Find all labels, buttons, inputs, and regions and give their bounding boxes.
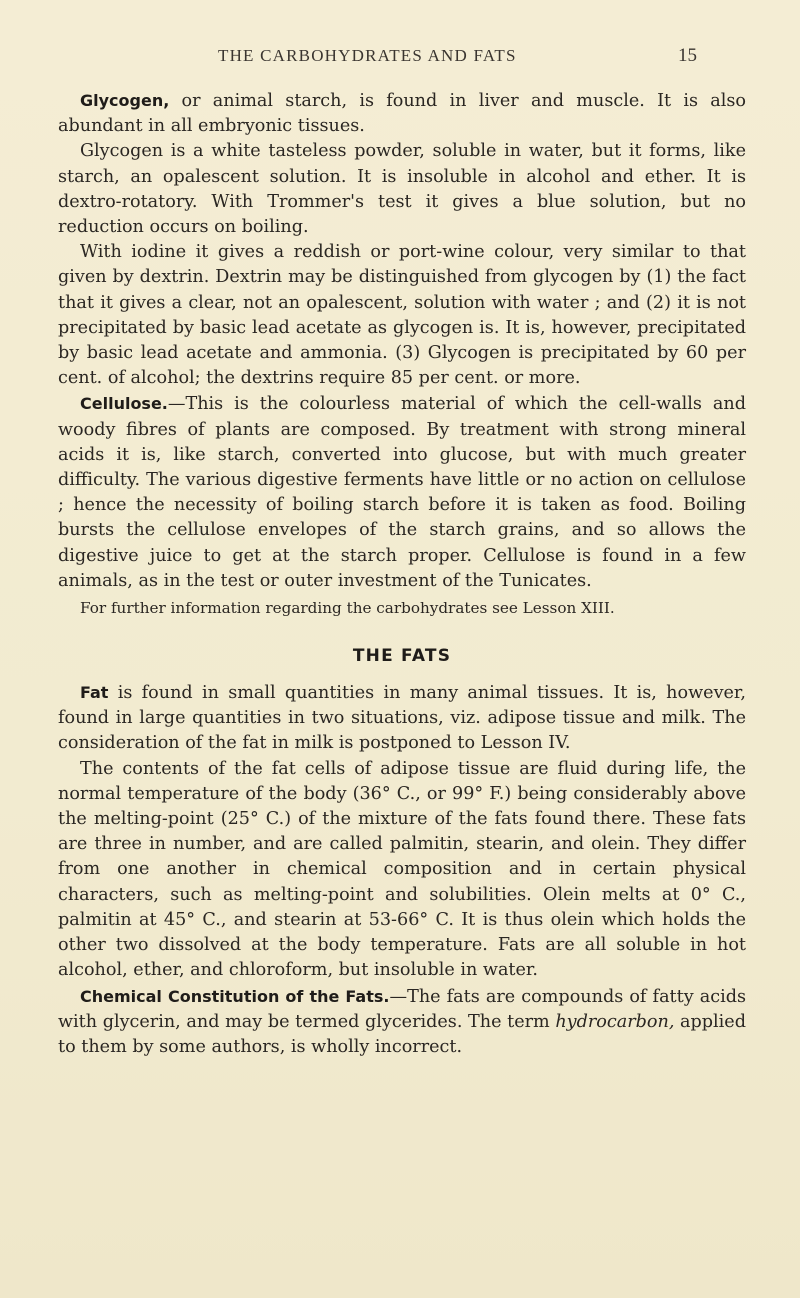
hydrocarbon-italic: hydrocarbon, xyxy=(555,1011,675,1032)
chemical-constitution-term: Chemical Constitution of the Fats. xyxy=(80,986,390,1006)
cellulose-term: Cellulose. xyxy=(80,394,168,414)
glycogen-paragraph-1 xyxy=(58,88,746,139)
glycogen-paragraph-2: Glycogen is a white tasteless powder, soluble in water, but it forms, like starch, an opalescent solution. It is insoluble in alcohol and ether. It is dextro-rotatory. With Trommer's test it gives a blue solution, but no reduction occurs on boiling. xyxy=(58,141,746,238)
page-header xyxy=(0,46,800,70)
cellulose-paragraph xyxy=(58,391,746,594)
page-number: 15 xyxy=(678,45,697,66)
constitution-text: —The fats are compounds of fatty acids with glycerin, and may be termed glycerides. The term xyxy=(58,986,747,1032)
fat-term: Fat xyxy=(80,683,109,703)
cellulose-text: —This is the colourless material of which the cell-walls and woody fibres of plants are composed. By treatment with strong mineral acids it is, like starch, converted into glucose, but with much greater difficulty. The various digestive ferments have little or no action on cellulose ; hence the necessity of boiling starch before it is taken as food. Boiling bursts the cellulose envelopes of the starch grains, and so allows the digestive juice to get at the starch proper. Cellulose is found in a few animals, as in the test or outer investment of the Tunicates. xyxy=(58,394,746,591)
fat-p1-text: is found in small quantities in many animal tissues. It is, however, found in large quantities in two situations, viz. adipose tissue and milk. The consideration of the fat in milk is postponed to Lesson IV. xyxy=(58,683,746,754)
running-title: THE CARBOHYDRATES AND FATS xyxy=(218,46,517,65)
fat-paragraph-1 xyxy=(58,680,746,757)
fat-paragraph-2: The contents of the fat cells of adipose tissue are fluid during life, the normal temperature of the body (36° C., or 99° F.) being considerably above the melting-point (25° C.) of the mixture of the fats found there. These fats are three in number, and are called palmitin, stearin, and olein. They differ from one another in chemical composition and in certain physical characters, such as melting-point and solubilities. Olein melts at 0° C., palmitin at 45° C., and stearin at 53-66° C. It is thus olein which holds the other two dissolved at the body temperature. Fats are all soluble in hot alcohol, ether, and chloroform, but insoluble in water. xyxy=(58,758,746,981)
glycogen-term: Glycogen, xyxy=(80,91,170,110)
glycogen-paragraph-3: With iodine it gives a reddish or port-wine colour, very similar to that given by dextrin. Dextrin may be distinguished from glycogen by (1) the fact that it gives a clear, not an opalescent, solution with water ; and (2) it is not precipitated by basic lead acetate as glycogen is. It is, however, precipitated by basic lead acetate and ammonia. (3) Glycogen is precipitated by 60 per cent. of alcohol; the dextrins require 85 per cent. or more. xyxy=(58,242,746,389)
glycogen-p1-text: or animal starch, is found in liver and muscle. It is also abundant in all embryonic tissues. xyxy=(58,91,746,137)
further-information-note: For further information regarding the carbohydrates see Lesson XIII. xyxy=(80,599,615,618)
constitution-end-text: applied to them by some authors, is wholly incorrect. xyxy=(58,1011,746,1057)
chemical-constitution-paragraph xyxy=(58,984,746,1061)
section-heading-fats: THE FATS xyxy=(352,646,452,667)
page-body xyxy=(58,88,746,1060)
